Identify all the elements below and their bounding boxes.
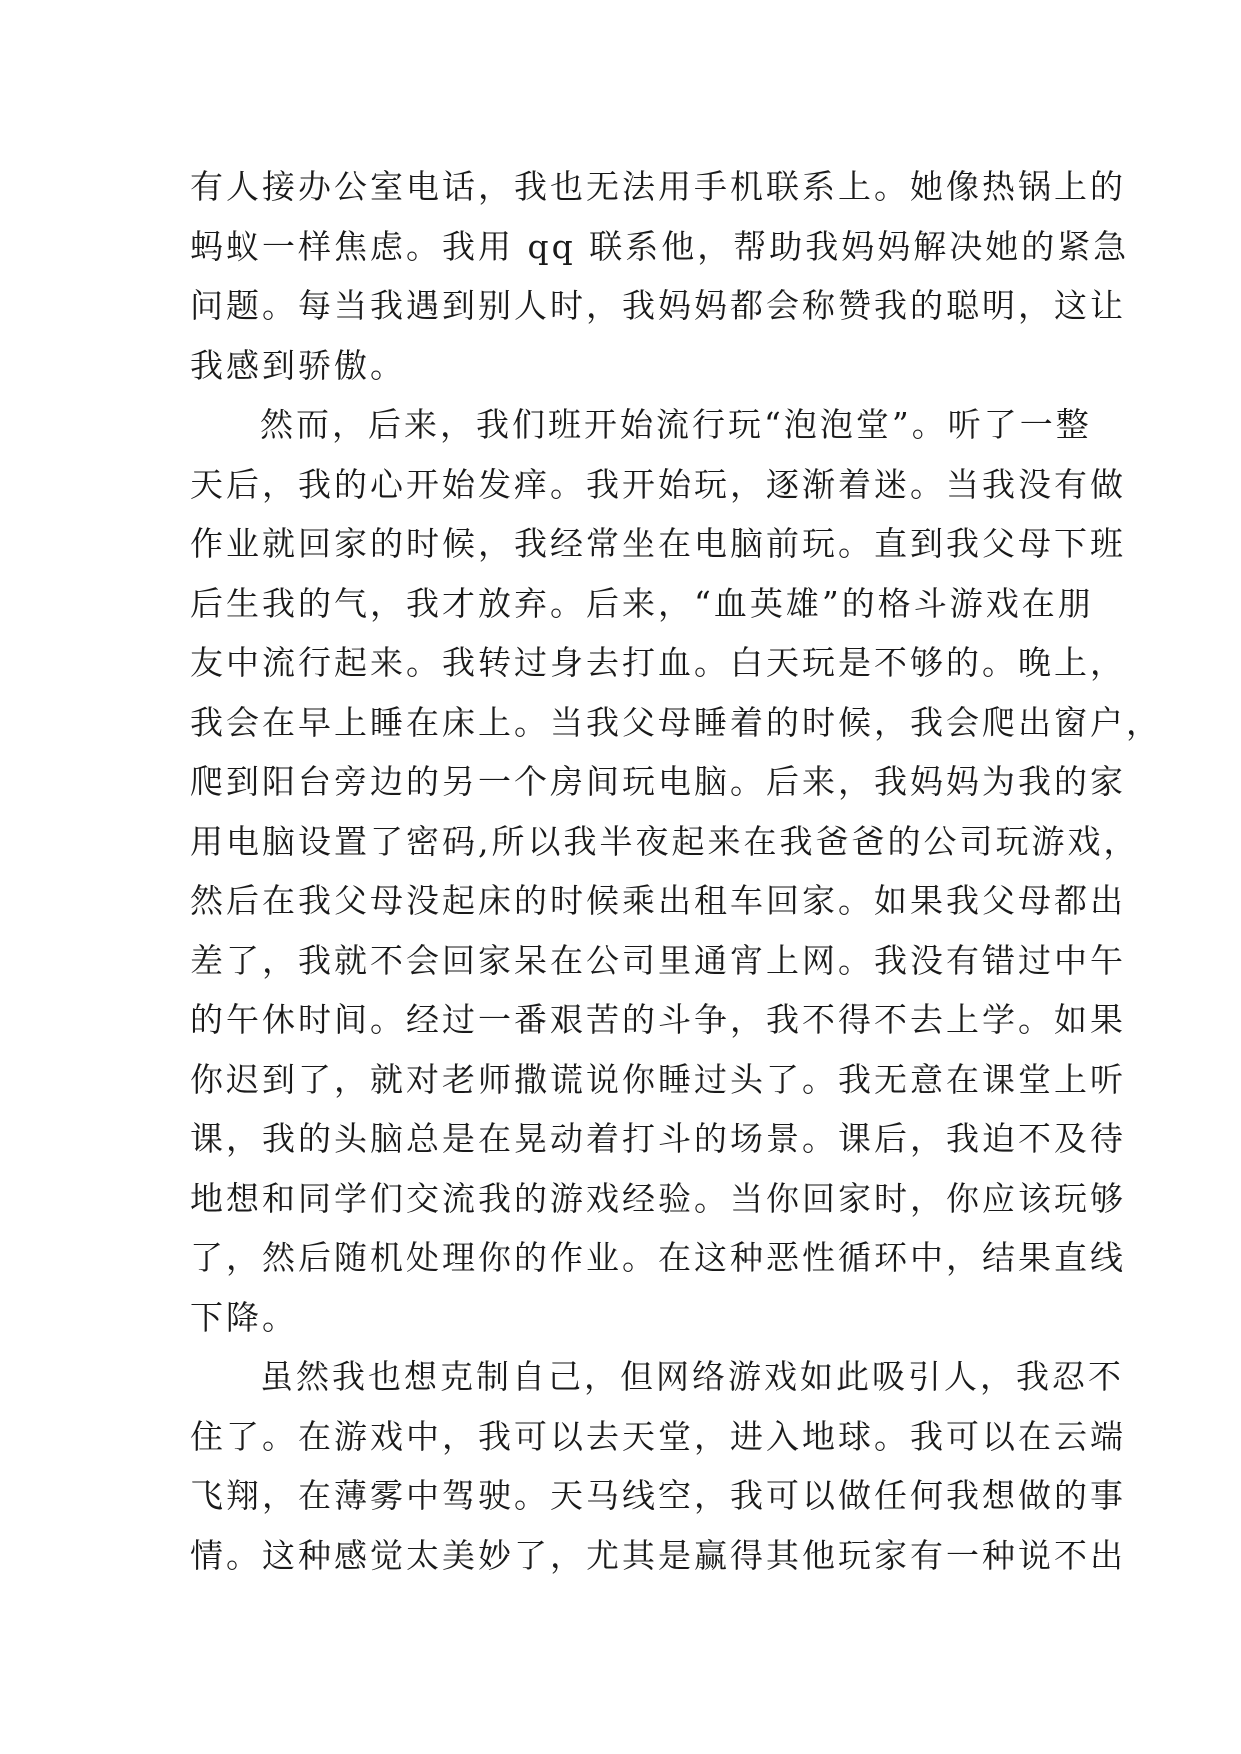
body-text xyxy=(190,157,1162,1585)
text-line: 的午休时间。经过一番艰苦的斗争，我不得不去上学。如果 xyxy=(190,1000,1126,1039)
text-line: 住了。在游戏中，我可以去天堂，进入地球。我可以在云端 xyxy=(190,1416,1126,1456)
text-line: 蚂蚁一样焦虑。我用 qq 联系他，帮助我妈妈解决她的紧急 xyxy=(190,226,1130,266)
text-line: 差了，我就不会回家呆在公司里通宵上网。我没有错过中午 xyxy=(190,940,1126,980)
text-line: 有人接办公室电话，我也无法用手机联系上。她像热锅上的 xyxy=(190,167,1126,206)
text-line: 友中流行起来。我转过身去打血。白天玩是不够的。晚上， xyxy=(190,643,1126,682)
text-line: 你迟到了，就对老师撒谎说你睡过头了。我无意在课堂上听 xyxy=(190,1059,1126,1099)
text-line: 我会在早上睡在床上。当我父母睡着的时候，我会爬出窗户， xyxy=(190,702,1162,742)
paragraph-first-line: 虽然我也想克制自己，但网络游戏如此吸引人，我忍不 xyxy=(260,1357,1124,1396)
text-line: 问题。每当我遇到别人时，我妈妈都会称赞我的聪明，这让 xyxy=(190,286,1126,325)
text-line: 然后在我父母没起床的时候乘出租车回家。如果我父母都出 xyxy=(190,881,1126,920)
text-line: 下降。 xyxy=(190,1297,298,1337)
text-line: 课，我的头脑总是在晃动着打斗的场景。课后，我迫不及待 xyxy=(190,1119,1126,1158)
text-line: 飞翔，在薄雾中驾驶。天马线空，我可以做任何我想做的事 xyxy=(190,1476,1126,1515)
text-line: 作业就回家的时候，我经常坐在电脑前玩。直到我父母下班 xyxy=(190,524,1126,563)
text-line: 地想和同学们交流我的游戏经验。当你回家时，你应该玩够 xyxy=(190,1178,1126,1218)
text-line: 情。这种感觉太美妙了，尤其是赢得其他玩家有一种说不出 xyxy=(190,1535,1126,1575)
text-line: 用电脑设置了密码,所以我半夜起来在我爸爸的公司玩游戏， xyxy=(190,821,1140,861)
paragraph-first-line: 然而，后来，我们班开始流行玩“泡泡堂”。听了一整 xyxy=(260,405,1092,444)
text-line: 了，然后随机处理你的作业。在这种恶性循环中，结果直线 xyxy=(190,1238,1126,1277)
text-line: 天后，我的心开始发痒。我开始玩，逐渐着迷。当我没有做 xyxy=(190,464,1126,504)
text-line: 后生我的气，我才放弃。后来，“血英雄”的格斗游戏在朋 xyxy=(190,583,1094,623)
text-line: 我感到骄傲。 xyxy=(190,345,406,385)
text-line: 爬到阳台旁边的另一个房间玩电脑。后来，我妈妈为我的家 xyxy=(190,762,1126,801)
